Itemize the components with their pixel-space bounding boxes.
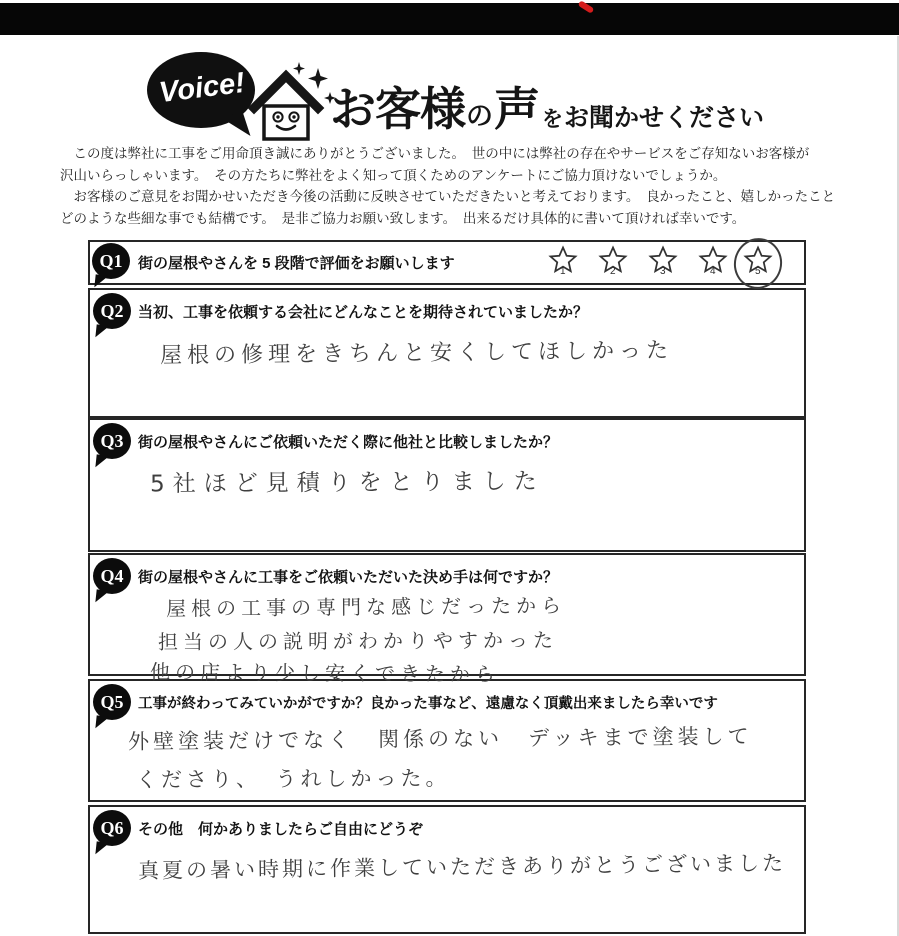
house-mascot-icon (247, 62, 339, 142)
star-icon-2 (598, 245, 628, 281)
star-number: 2 (610, 266, 616, 277)
sparkle-icon (293, 62, 305, 75)
star-icon-3 (648, 245, 678, 281)
intro-line: 沢山いらっしゃいます。 その方たちに弊社をよく知って頂くためのアンケートにご協力頂けないでしょうか。 (60, 167, 727, 183)
title-suffix-text: お聞かせください (564, 104, 765, 132)
q4-badge (93, 558, 131, 594)
voice-logo-text: Voice! (157, 66, 247, 110)
q5-label: 工事が終わってみていかがですか？良かった事など、遠慮なく頂戴出来ましたら幸いです (138, 696, 718, 712)
q3-handwritten-answer: 5社ほど見積りをとりました (149, 468, 545, 498)
q4-label: 街の屋根やさんに工事をご依頼いただいた決め手は何ですか？ (138, 569, 559, 586)
q5-handwritten-answer-line: 外壁塗装だけでなく 関係のない デッキまで塗装して (127, 724, 753, 754)
q6-label: その他 何かありましたらご自由にどうぞ (138, 821, 424, 838)
question-box-q5 (88, 679, 806, 802)
q1-label: 街の屋根やさんを 5 段階で評価をお願いします (138, 255, 455, 272)
scan-top-black-bar (0, 3, 899, 35)
star-number: 4 (710, 266, 716, 277)
q1-badge (92, 243, 130, 279)
question-box-q1 (88, 240, 806, 285)
intro-line: お客様のご意見をお聞かせいただき今後の活動に反映させていただきたいと考えております。 良かったこと、嬉しかったこと (60, 189, 836, 204)
question-box-q2 (88, 288, 806, 418)
red-pen-mark (578, 0, 595, 14)
q4-badge-label: Q4 (100, 565, 124, 586)
q5-handwritten-answer-line: くださり、 うれしかった。 (135, 766, 451, 792)
q5-badge (93, 684, 131, 720)
page-title (330, 74, 765, 135)
star-icon-1 (548, 245, 578, 281)
q6-badge (93, 810, 131, 846)
rating-selected-circle (729, 233, 788, 294)
intro-line: この度は弊社に工事をご用命頂き誠にありがとうございました。 世の中には弊社の存在やサービスをご存知ないお客様が (60, 146, 810, 161)
title-particle-wo: を (542, 108, 563, 131)
q4-handwritten-answer-line: 他の店より少し安くできたから (149, 659, 501, 687)
q4-handwritten-answer-line: 担当の人の説明がわかりやすかった (157, 627, 559, 655)
q2-badge (93, 293, 131, 329)
q4-handwritten-answer-line: 屋根の工事の専門な感じだったから (165, 593, 567, 621)
intro-line: どのような些細な事でも結構です。 是非ご協力お願い致します。 出来るだけ具体的に書いて頂ければ幸いです。 (60, 210, 746, 226)
question-box-q4 (88, 553, 806, 687)
sparkle-icon (308, 68, 328, 89)
q1-badge-label: Q1 (99, 250, 123, 271)
star-number: 5 (755, 266, 761, 277)
star-icon-4 (698, 245, 728, 281)
question-box-q3 (88, 418, 806, 552)
voice-logo-bubble (147, 52, 255, 128)
q5-badge-label: Q5 (100, 691, 124, 712)
title-main-text: お客様 (330, 83, 465, 135)
question-box-q6 (88, 805, 806, 934)
title-main-text: 声 (494, 83, 539, 135)
star-number: 1 (560, 266, 566, 277)
star-number: 3 (660, 266, 666, 277)
q3-label: 街の屋根やさんにご依頼いただく際に他社と比較しましたか？ (138, 434, 559, 451)
intro-paragraph (60, 143, 860, 229)
q3-badge-label: Q3 (100, 430, 124, 451)
q6-handwritten-answer: 真夏の暑い時期に作業していただきありがとうございました (137, 851, 787, 883)
q3-badge (93, 423, 131, 459)
q2-label: 当初、工事を依頼する会社にどんなことを期待されていましたか？ (138, 304, 589, 321)
title-particle-no: の (466, 101, 493, 131)
q2-handwritten-answer: 屋根の修理をきちんと安くしてほしかった (159, 338, 674, 369)
q2-badge-label: Q2 (100, 300, 124, 321)
q6-badge-label: Q6 (100, 817, 124, 838)
